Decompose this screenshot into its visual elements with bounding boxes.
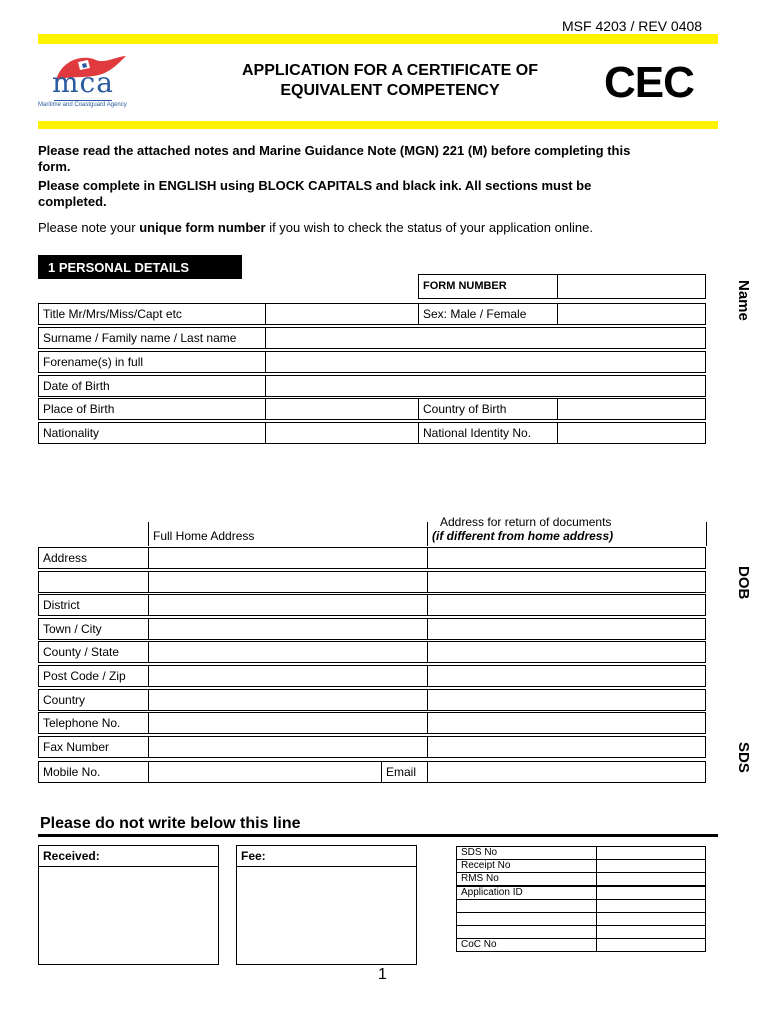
home-address-input[interactable] <box>148 689 428 711</box>
intro-line3-bold: unique form number <box>139 220 266 235</box>
address-row-label <box>38 571 149 593</box>
country-birth-input[interactable] <box>557 398 706 420</box>
nationality-label: Nationality <box>38 422 266 444</box>
top-yellow-bar <box>38 34 718 44</box>
mobile-label: Mobile No. <box>38 761 149 783</box>
intro-line2: Please complete in ENGLISH using BLOCK CAPITALS and black ink. All sections must be <box>38 178 592 193</box>
office-row-label: RMS No <box>456 872 597 886</box>
pob-input[interactable] <box>265 398 419 420</box>
return-address-input[interactable] <box>427 571 706 593</box>
home-address-input[interactable] <box>148 736 428 758</box>
office-row-value[interactable] <box>596 938 706 952</box>
address-row-label: Address <box>38 547 149 569</box>
office-row-value[interactable] <box>596 912 706 926</box>
return-address-input[interactable] <box>427 736 706 758</box>
return-address-input[interactable] <box>427 547 706 569</box>
return-address-input[interactable] <box>427 641 706 663</box>
logo-subtext: Maritime and Coastguard Agency <box>38 102 127 108</box>
address-row-label: Country <box>38 689 149 711</box>
office-row-label: Application ID <box>456 886 597 900</box>
address-row-label: Town / City <box>38 618 149 640</box>
page-number: 1 <box>378 966 387 983</box>
dob-input[interactable] <box>265 375 706 397</box>
office-row-value[interactable] <box>596 925 706 939</box>
dob-label: Date of Birth <box>38 375 266 397</box>
title-input[interactable] <box>265 303 419 325</box>
logo-text: mca <box>52 66 114 99</box>
intro-line1: Please read the attached notes and Marine Guidance Note (MGN) 221 (M) before completing this <box>38 143 631 158</box>
intro-line3-pre: Please note your <box>38 220 140 235</box>
forenames-label: Forename(s) in full <box>38 351 266 373</box>
form-number-label: FORM NUMBER <box>418 274 558 299</box>
office-row-value[interactable] <box>596 872 706 886</box>
office-row-value[interactable] <box>596 859 706 873</box>
home-address-input[interactable] <box>148 547 428 569</box>
email-input[interactable] <box>427 761 706 783</box>
return-address-input[interactable] <box>427 665 706 687</box>
office-row-label: CoC No <box>456 938 597 952</box>
office-row-label <box>456 899 597 913</box>
country-birth-label: Country of Birth <box>418 398 558 420</box>
office-row-label <box>456 912 597 926</box>
return-address-input[interactable] <box>427 618 706 640</box>
mobile-input[interactable] <box>148 761 382 783</box>
office-row-value[interactable] <box>596 846 706 860</box>
title-label: Title Mr/Mrs/Miss/Capt etc <box>38 303 266 325</box>
intro-line3-post: if you wish to check the status of your application online. <box>265 220 593 235</box>
surname-label: Surname / Family name / Last name <box>38 327 266 349</box>
form-number-input[interactable] <box>557 274 706 299</box>
home-address-input[interactable] <box>148 571 428 593</box>
surname-input[interactable] <box>265 327 706 349</box>
sex-label: Sex: Male / Female <box>418 303 558 325</box>
cec-code: CEC <box>604 58 694 107</box>
home-address-input[interactable] <box>148 641 428 663</box>
header-yellow-bar <box>38 121 718 129</box>
form-title-line2: EQUIVALENT COMPETENCY <box>280 82 500 99</box>
office-row-label: SDS No <box>456 846 597 860</box>
address-row-label: Post Code / Zip <box>38 665 149 687</box>
pob-label: Place of Birth <box>38 398 266 420</box>
received-box[interactable] <box>38 866 219 965</box>
mca-logo <box>38 50 158 114</box>
return-address-input[interactable] <box>427 689 706 711</box>
address-header-line <box>148 522 149 546</box>
home-address-input[interactable] <box>148 665 428 687</box>
office-row-value[interactable] <box>596 886 706 900</box>
received-label: Received: <box>38 845 219 867</box>
intro-line1b: form. <box>38 159 71 174</box>
fee-label: Fee: <box>236 845 417 867</box>
office-row-label <box>456 925 597 939</box>
address-row-label: District <box>38 594 149 616</box>
form-title-line1: APPLICATION FOR A CERTIFICATE OF <box>242 62 538 79</box>
home-address-input[interactable] <box>148 712 428 734</box>
forenames-input[interactable] <box>265 351 706 373</box>
return-address-input[interactable] <box>427 712 706 734</box>
section1-heading-text: 1 PERSONAL DETAILS <box>48 260 190 275</box>
address-row-label: Fax Number <box>38 736 149 758</box>
address-header-line-mid <box>427 522 428 546</box>
logo-underline <box>54 100 112 101</box>
side-label-name: Name <box>735 280 752 321</box>
national-id-input[interactable] <box>557 422 706 444</box>
office-heading: Please do not write below this line <box>40 815 301 832</box>
national-id-label: National Identity No. <box>418 422 558 444</box>
office-row-label: Receipt No <box>456 859 597 873</box>
side-label-sds: SDS <box>735 742 752 773</box>
return-address-label-1: Address for return of documents <box>440 515 612 529</box>
office-row-value[interactable] <box>596 899 706 913</box>
return-address-input[interactable] <box>427 594 706 616</box>
address-header-line-right <box>706 522 707 546</box>
address-row-label: Telephone No. <box>38 712 149 734</box>
fee-box[interactable] <box>236 866 417 965</box>
section1-heading <box>38 255 242 279</box>
intro-line2b: completed. <box>38 194 107 209</box>
nationality-input[interactable] <box>265 422 419 444</box>
form-reference: MSF 4203 / REV 0408 <box>562 18 703 34</box>
address-row-label: County / State <box>38 641 149 663</box>
email-label: Email <box>381 761 428 783</box>
full-home-address-label: Full Home Address <box>153 529 255 543</box>
intro-line3 <box>38 220 593 235</box>
return-address-label-2: (if different from home address) <box>432 529 614 543</box>
home-address-input[interactable] <box>148 594 428 616</box>
office-divider <box>38 834 718 837</box>
sex-input[interactable] <box>557 303 706 325</box>
home-address-input[interactable] <box>148 618 428 640</box>
side-label-dob: DOB <box>735 566 752 600</box>
